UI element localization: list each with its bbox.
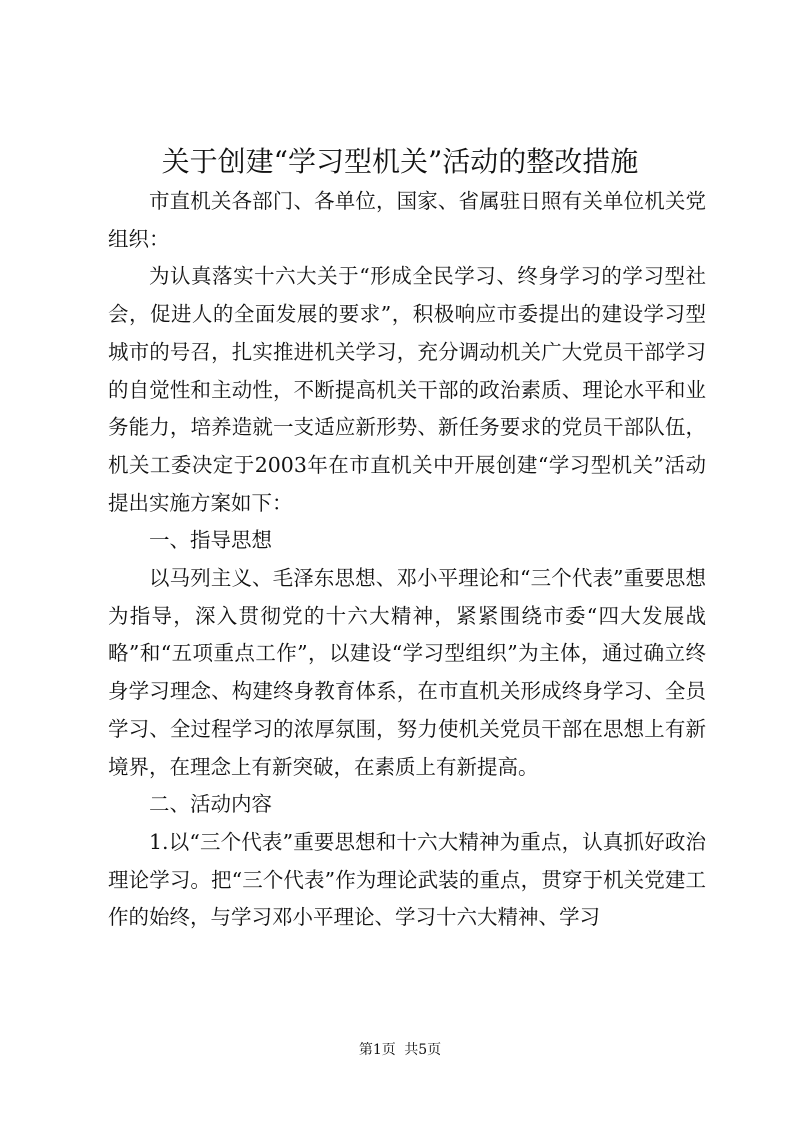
document-body <box>108 183 706 937</box>
guiding-ideology-paragraph: 以马列主义、毛泽东思想、邓小平理论和“三个代表”重要思想为指导，深入贯彻党的十六大精神，紧紧围绕市委“四大发展战略”和“五项重点工作”，以建设“学习型组织”为主体，通过确立终身学习理念、构建终身教育体系，在市直机关形成终身学习、全员学习、全过程学习的浓厚氛围，努力使机关党员干部在思想上有新境界，在理念上有新突破，在素质上有新提高。 <box>108 566 706 779</box>
page-total: 共5页 <box>404 1042 442 1058</box>
section-heading-activity-content: 二、活动内容 <box>149 792 272 817</box>
section-heading-guiding-ideology: 一、指导思想 <box>149 528 272 553</box>
intro-paragraph: 为认真落实十六大关于“形成全民学习、终身学习的学习型社会，促进人的全面发展的要求”，积极响应市委提出的建设学习型城市的号召，扎实推进机关学习，充分调动机关广大党员干部学习的自觉性和主动性，不断提高机关干部的政治素质、理论水平和业务能力，培养造就一支适应新形势、新任务要求的党员干部队伍，机关工委决定于2003年在市直机关中开展创建“学习型机关”活动提出实施方案如下： <box>108 264 706 515</box>
document-title: 关于创建“学习型机关”活动的整改措施 <box>161 145 639 178</box>
page-number: 第1页 <box>358 1042 396 1058</box>
page-footer <box>0 1040 800 1060</box>
activity-item-1-paragraph: 1.以“三个代表”重要思想和十六大精神为重点，认真抓好政治理论学习。把“三个代表”作为理论武装的重点，贯穿于机关党建工作的始终，与学习邓小平理论、学习十六大精神、学习 <box>108 829 706 930</box>
salutation-paragraph: 市直机关各部门、各单位，国家、省属驻日照有关单位机关党组织： <box>108 189 706 251</box>
